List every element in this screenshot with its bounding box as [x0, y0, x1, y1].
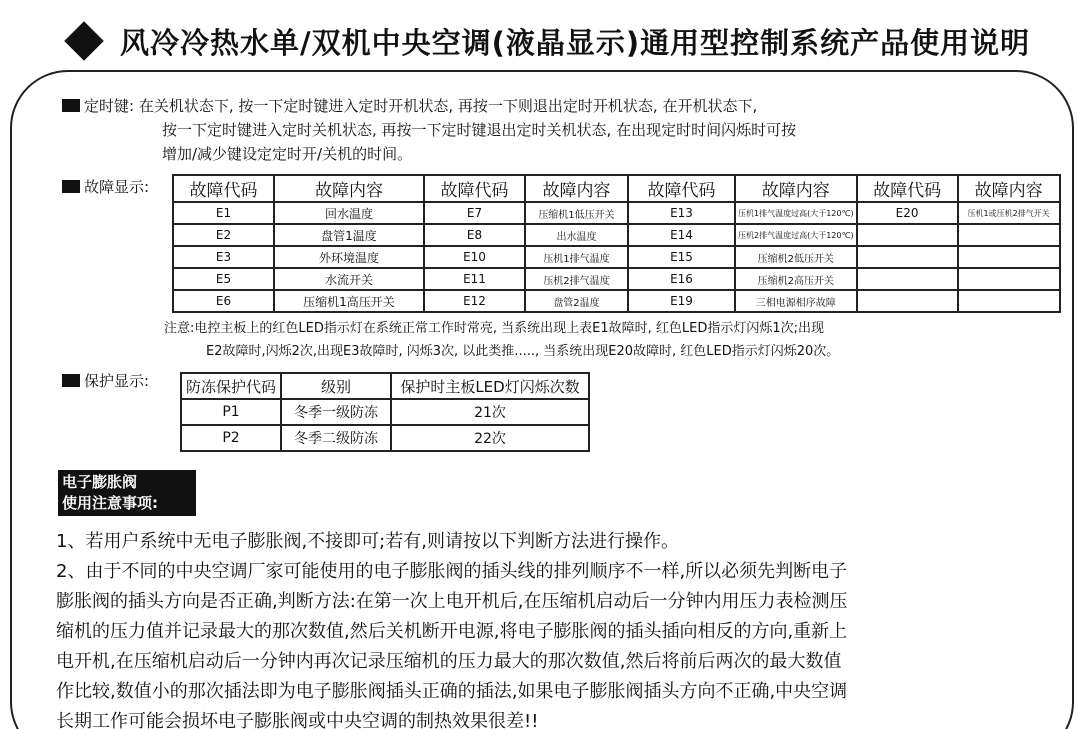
table-cell: 压机2排气温度 [525, 268, 628, 290]
fault-code-table [172, 174, 1061, 313]
table-cell: 压缩机2高压开关 [735, 268, 857, 290]
header-cell: 故障代码 [628, 175, 735, 202]
header-cell: 防冻保护代码 [181, 373, 281, 399]
header-cell: 故障内容 [735, 175, 857, 202]
table-row [173, 268, 1060, 290]
table-cell: 三相电源相序故障 [735, 290, 857, 312]
table-cell: 22次 [391, 425, 589, 451]
header-cell: 故障代码 [857, 175, 958, 202]
evx-line: 膨胀阀的插头方向是否正确,判断方法:在第一次上电开机后,在压缩机启动后一分钟内用压力表检测压 [56, 591, 848, 612]
table-cell: E2 [173, 224, 274, 246]
evx-line: 长期工作可能会损坏电子膨胀阀或中央空调的制热效果很差!! [56, 711, 539, 729]
evx-heading-line-2: 使用注意事项: [62, 494, 158, 512]
table-cell: 21次 [391, 399, 589, 425]
evx-heading [58, 470, 196, 516]
table-cell: E3 [173, 246, 274, 268]
header-cell: 故障代码 [173, 175, 274, 202]
table-cell: E10 [424, 246, 525, 268]
evx-line: 缩机的压力值并记录最大的那次数值,然后关机断开电源,将电子膨胀阀的插头插向相反的方向,重新上 [56, 621, 848, 642]
table-cell: E1 [173, 202, 274, 224]
table-cell: E16 [628, 268, 735, 290]
table-cell: 盘管1温度 [274, 224, 424, 246]
table-cell: 压机1排气温度 [525, 246, 628, 268]
table-cell: E11 [424, 268, 525, 290]
table-cell [857, 224, 958, 246]
table-row [181, 425, 589, 451]
table-cell: 出水温度 [525, 224, 628, 246]
table-row [181, 399, 589, 425]
protection-table-header [181, 373, 589, 399]
table-cell: E13 [628, 202, 735, 224]
table-cell: P2 [181, 425, 281, 451]
header-cell: 故障代码 [424, 175, 525, 202]
table-cell: P1 [181, 399, 281, 425]
table-cell: E14 [628, 224, 735, 246]
header-cell: 故障内容 [958, 175, 1060, 202]
table-cell: E5 [173, 268, 274, 290]
table-cell: 回水温度 [274, 202, 424, 224]
table-cell [857, 290, 958, 312]
table-cell: E7 [424, 202, 525, 224]
fault-table-header [173, 175, 1060, 202]
timer-line-2: 按一下定时键进入定时关机状态, 再按一下定时键退出定时关机状态, 在出现定时时间闪烁时可按 [162, 121, 797, 139]
document-title: 风冷冷热水单/双机中央空调(液晶显示)通用型控制系统产品使用说明 [120, 25, 1031, 60]
timer-line-1: 定时键: 在关机状态下, 按一下定时键进入定时开机状态, 再按一下则退出定时开机状态, 在开机状态下, [62, 94, 796, 118]
table-cell: E19 [628, 290, 735, 312]
table-cell [958, 246, 1060, 268]
timer-line-3: 增加/减少键设定定时开/关机的时间。 [162, 145, 413, 163]
evx-line: 电开机,在压缩机启动后一分钟内再次记录压缩机的压力最大的那次数值,然后将前后两次的最大数值 [56, 651, 842, 672]
protection-code-table [180, 372, 590, 452]
evx-heading-line-1: 电子膨胀阀 [62, 473, 138, 491]
table-row [173, 290, 1060, 312]
table-cell: 压缩机1低压开关 [525, 202, 628, 224]
header-cell: 故障内容 [525, 175, 628, 202]
table-cell [857, 268, 958, 290]
timer-section [62, 94, 796, 166]
document-header [70, 18, 1030, 64]
square-bullet-icon [62, 180, 80, 193]
table-cell: E6 [173, 290, 274, 312]
table-row [173, 202, 1060, 224]
table-cell: E12 [424, 290, 525, 312]
table-cell: E8 [424, 224, 525, 246]
square-bullet-icon [62, 374, 80, 387]
table-row [173, 246, 1060, 268]
square-bullet-icon [62, 99, 80, 112]
table-cell: 压缩机2低压开关 [735, 246, 857, 268]
table-cell: 水流开关 [274, 268, 424, 290]
table-row [173, 224, 1060, 246]
table-cell [958, 224, 1060, 246]
evx-line: 2、由于不同的中央空调厂家可能使用的电子膨胀阀的插头线的排列顺序不一样,所以必须先判断电子 [56, 561, 848, 582]
table-cell: 压机1排气温度过高(大于120℃) [735, 202, 857, 224]
table-cell: 冬季一级防冻 [281, 399, 391, 425]
table-cell [958, 290, 1060, 312]
table-cell: 外环境温度 [274, 246, 424, 268]
timer-label: 定时键: [84, 97, 135, 115]
note-line-2: E2故障时,闪烁2次,出现E3故障时, 闪烁3次, 以此类推....., 当系统出现E20故障时, 红色LED指示灯闪烁20次。 [206, 344, 840, 359]
table-cell: 压机1或压机2排气开关 [958, 202, 1060, 224]
evx-line: 1、若用户系统中无电子膨胀阀,不接即可;若有,则请按以下判断方法进行操作。 [56, 531, 679, 552]
table-cell: 压缩机1高压开关 [274, 290, 424, 312]
evx-instructions [56, 527, 848, 729]
table-cell: 盘管2温度 [525, 290, 628, 312]
table-cell: E15 [628, 246, 735, 268]
table-cell [958, 268, 1060, 290]
header-cell: 级别 [281, 373, 391, 399]
diamond-icon [64, 21, 104, 61]
note-line-1: 注意:电控主板上的红色LED指示灯在系统正常工作时常亮, 当系统出现上表E1故障时, 红色LED指示灯闪烁1次;出现 [164, 321, 824, 336]
table-cell: 压机2排气温度过高(大于120℃) [735, 224, 857, 246]
header-cell: 故障内容 [274, 175, 424, 202]
fault-label: 故障显示: [62, 176, 149, 197]
table-cell [857, 246, 958, 268]
header-cell: 保护时主板LED灯闪烁次数 [391, 373, 589, 399]
evx-line: 作比较,数值小的那次插法即为电子膨胀阀插头正确的插法,如果电子膨胀阀插头方向不正确,中央空调 [56, 681, 848, 702]
fault-note [164, 317, 839, 363]
table-cell: 冬季二级防冻 [281, 425, 391, 451]
table-cell: E20 [857, 202, 958, 224]
protection-label: 保护显示: [62, 370, 149, 391]
